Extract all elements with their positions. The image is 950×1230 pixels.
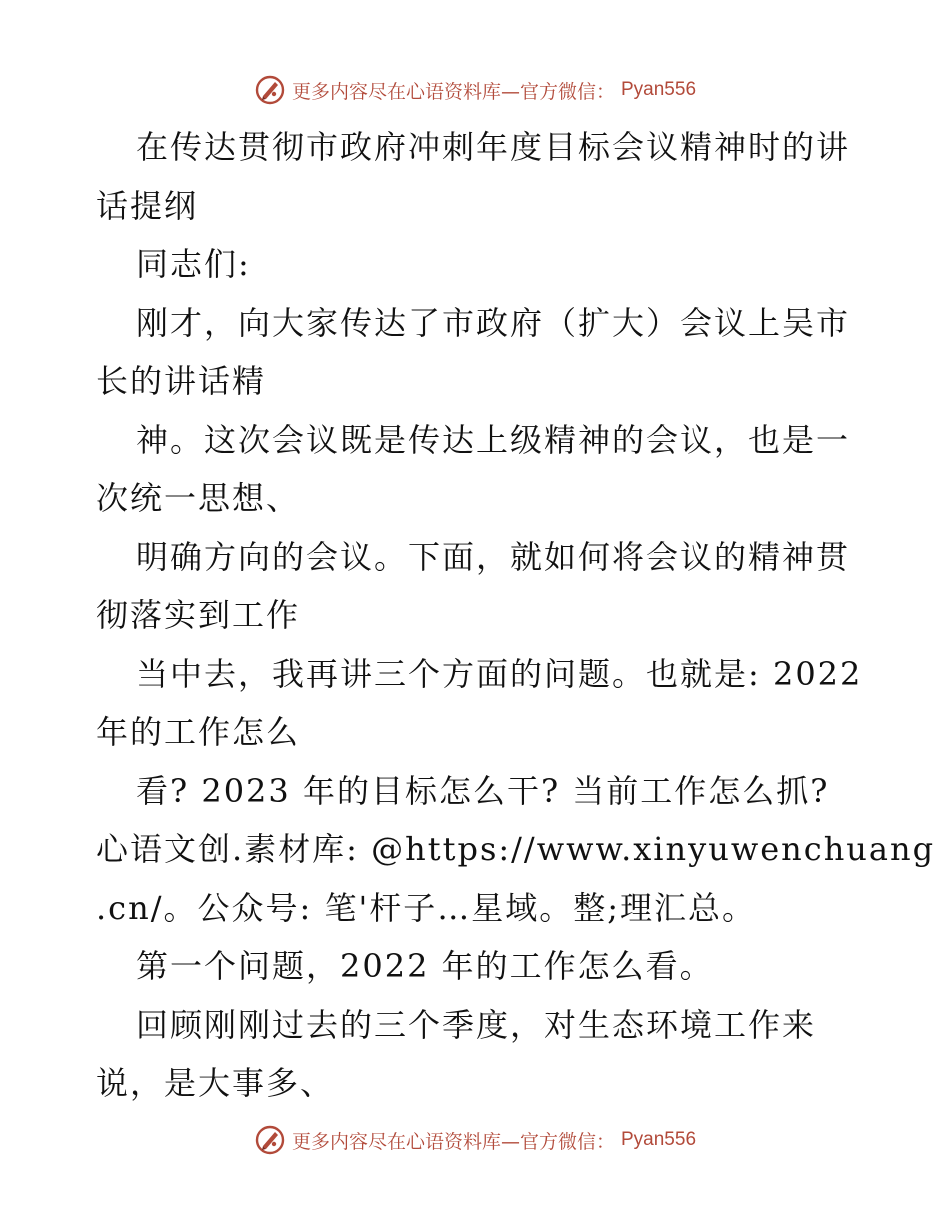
text-line: 年的工作怎么 xyxy=(96,713,301,751)
text-line: 彻落实到工作 xyxy=(96,596,301,634)
text-line: 第一个问题，2022 年的工作怎么看。 xyxy=(136,947,714,985)
watermark-wechat-id: Pyan556 xyxy=(621,1129,697,1150)
watermark-text: 更多内容尽在心语资料库—官方微信： xyxy=(291,1130,615,1153)
text-line: 在传达贯彻市政府冲刺年度目标会议精神时的讲 xyxy=(136,128,851,166)
text-line: 回顾刚刚过去的三个季度，对生态环境工作来 xyxy=(136,1005,817,1044)
pen-seal-logo-icon xyxy=(254,1124,286,1156)
text-line: 长的讲话精 xyxy=(96,362,267,400)
text-line: .cn/。公众号: 笔'杆子…星域。整;理汇总。 xyxy=(96,888,757,927)
pen-seal-logo-icon xyxy=(254,74,286,106)
text-line: 神。这次会议既是传达上级精神的会议，也是一 xyxy=(136,420,851,459)
document-body xyxy=(96,118,936,1113)
text-line: 次统一思想、 xyxy=(96,479,301,517)
text-line: 话提纲 xyxy=(96,186,199,225)
text-line: 心语文创.素材库: @https://www.xinyuwenchuang xyxy=(96,830,936,868)
text-line: 说，是大事多、 xyxy=(96,1064,335,1102)
text-line: 刚才，向大家传达了市政府（扩大）会议上吴市 xyxy=(136,303,851,342)
watermark-wechat-id: Pyan556 xyxy=(621,79,697,100)
text-line: 当中去，我再讲三个方面的问题。也就是: 2022 xyxy=(136,654,863,693)
header-watermark xyxy=(0,70,950,110)
text-line: 同志们: xyxy=(136,245,251,283)
text-line: 看? 2023 年的目标怎么干? 当前工作怎么抓? xyxy=(136,771,830,810)
text-line: 明确方向的会议。下面，就如何将会议的精神贯 xyxy=(136,537,851,576)
footer-watermark xyxy=(0,1120,950,1160)
watermark-text: 更多内容尽在心语资料库—官方微信： xyxy=(291,80,615,103)
